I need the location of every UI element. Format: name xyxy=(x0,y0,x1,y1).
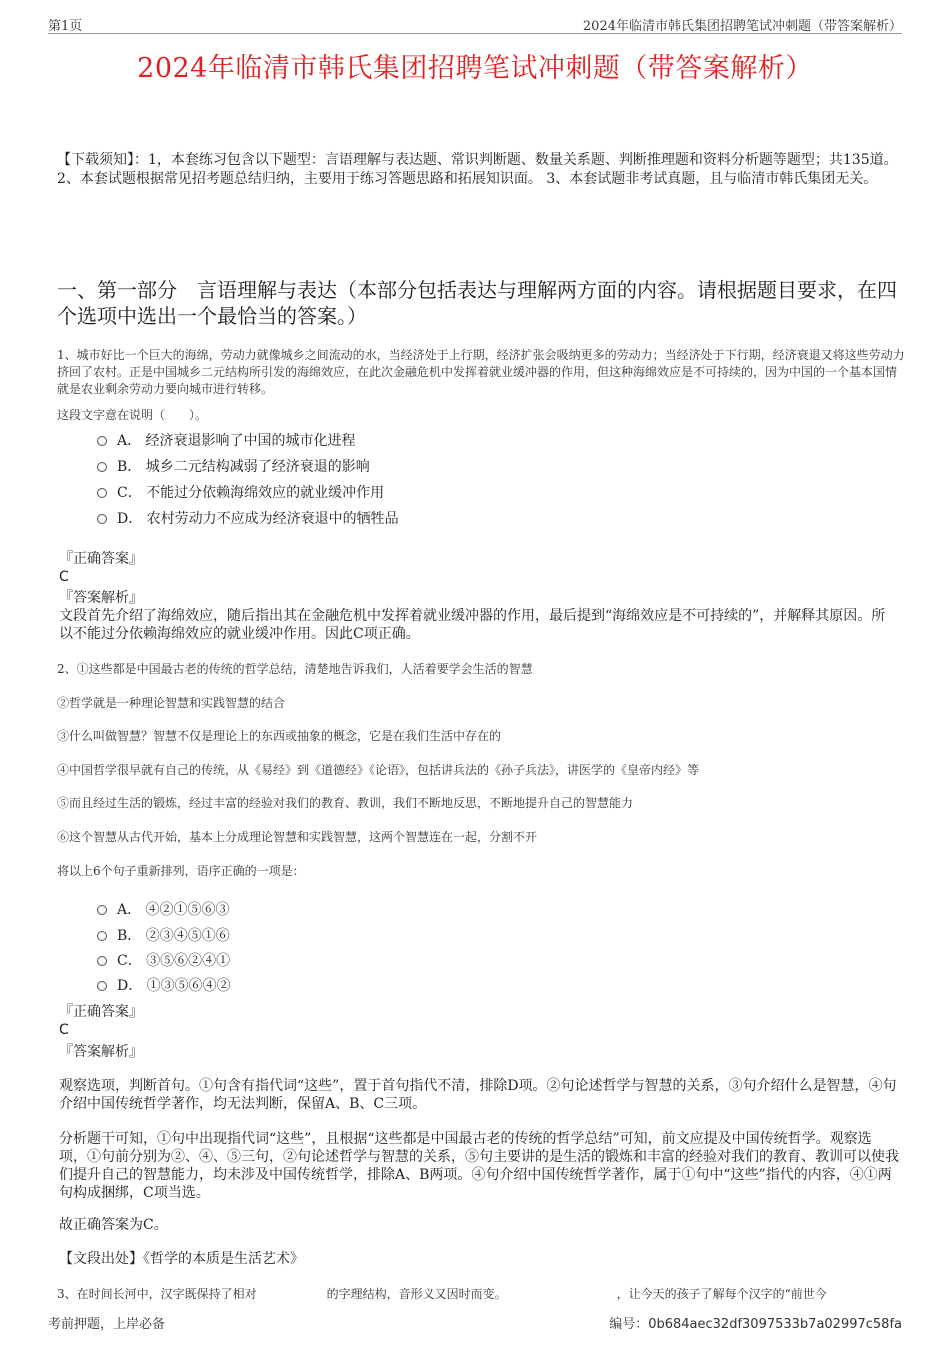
q2-line-3: ③什么叫做智慧？智慧不仅是理论上的东西或抽象的概念，它是在我们生活中存在的 xyxy=(57,729,502,743)
q2-analysis-para-2: 分析题干可知，①句中出现指代词“这些”，且根据“这些都是中国最古老的传统的哲学总结”可知，前文应提及中国传统哲学。观察选项，①句前分别为②、④、⑤三句，②句论述哲学与智慧的关系，⑤句主要讲的是生活的锻炼和丰富的经验对我们的教育、教训可以使我们提升自己的智慧能力，均未涉及中国传统哲学，排除A、B两项。④句介绍中国传统哲学著作，属于①句中“这些”指代的内容，④①两句构成捆绑，C项当选。 xyxy=(59,1131,899,1201)
q2-line-5: ⑤而且经过生活的锻炼，经过丰富的经验对我们的教育、教训，我们不断地反思，不断地提升自己的智慧能力 xyxy=(57,796,634,810)
section-heading: 一、第一部分 言语理解与表达（本部分包括表达与理解两方面的内容。请根据题目要求，在四个选项中选出一个最恰当的答案。） xyxy=(57,278,897,328)
q2-line-6: ⑥这个智慧从古代开始，基本上分成理论智慧和实践智慧，这两个智慧连在一起，分割不开 xyxy=(57,830,538,844)
q2-line-1: 2、①这些都是中国最古老的传统的哲学总结，清楚地告诉我们，人活着要学会生活的智慧 xyxy=(57,662,533,676)
q2-answer: C xyxy=(59,1022,69,1038)
q2-answer-label: 『正确答案』 xyxy=(59,1004,143,1020)
q2-source: 【文段出处】《哲学的本质是生活艺术》 xyxy=(59,1251,304,1267)
radio-icon[interactable] xyxy=(97,436,107,446)
q1-option-d[interactable]: D． 农村劳动力不应成为经济衰退中的牺牲品 xyxy=(97,508,399,528)
radio-icon[interactable] xyxy=(97,905,107,915)
q3-part-2: 的字理结构，音形义又因时而变。 xyxy=(326,1287,507,1301)
q2-analysis-para-3: 故正确答案为C。 xyxy=(59,1217,168,1233)
header-doc-title: 2024年临清市韩氏集团招聘笔试冲刺题（带答案解析） xyxy=(582,19,902,34)
page-number: 第1页 xyxy=(48,19,83,34)
q1-option-b[interactable]: B． 城乡二元结构减弱了经济衰退的影响 xyxy=(97,456,370,476)
footer-slogan: 考前押题，上岸必备 xyxy=(48,1317,166,1332)
q1-analysis: 文段首先介绍了海绵效应，随后指出其在金融危机中发挥着就业缓冲器的作用，最后提到“海绵效应是不可持续的”，并解释其原因。所以不能过分依赖海绵效应的就业缓冲作用。因此C项正确。 xyxy=(59,608,886,642)
q2-option-b[interactable]: B． ②③④⑤①⑥ xyxy=(97,925,230,945)
q2-option-d[interactable]: D． ①③⑤⑥④② xyxy=(97,975,231,995)
radio-icon[interactable] xyxy=(97,981,107,991)
q3-part-1: 3、在时间长河中，汉字既保持了相对 xyxy=(57,1287,257,1301)
q1-ask: 这段文字意在说明（ ）。 xyxy=(57,408,208,422)
q2-ask: 将以上6个句子重新排列，语序正确的一项是： xyxy=(57,864,305,878)
q2-option-c[interactable]: C． ③⑤⑥②④① xyxy=(97,950,230,970)
radio-icon[interactable] xyxy=(97,956,107,966)
page-title: 2024年临清市韩氏集团招聘笔试冲刺题（带答案解析） xyxy=(137,53,813,84)
q2-line-4: ④中国哲学很早就有自己的传统，从《易经》到《道德经》《论语》，包括讲兵法的《孙子兵法》，讲医学的《皇帝内经》等 xyxy=(57,763,700,777)
q1-option-a[interactable]: A． 经济衰退影响了中国的城市化进程 xyxy=(97,430,356,450)
q3-stem xyxy=(57,1286,907,1303)
q1-analysis-label: 『答案解析』 xyxy=(59,590,143,606)
download-notice: 【下载须知】：1，本套练习包含以下题型：言语理解与表达题、常识判断题、数量关系题、判断推理题和资料分析题等题型；共135道。 2、本套试题根据常见招考题总结归纳，主要用于练习答题思路和拓展知识面。 3、本套试题非考试真题，且与临清市韩氏集团无关。 xyxy=(57,152,898,187)
q1-answer-label: 『正确答案』 xyxy=(59,551,143,567)
page-header xyxy=(48,15,902,34)
q2-analysis-label: 『答案解析』 xyxy=(59,1044,143,1060)
radio-icon[interactable] xyxy=(97,488,107,498)
q2-line-2: ②哲学就是一种理论智慧和实践智慧的结合 xyxy=(57,696,286,710)
footer-code: 编号：0b684aec32df3097533b7a02997c58fa xyxy=(609,1317,902,1332)
radio-icon[interactable] xyxy=(97,931,107,941)
radio-icon[interactable] xyxy=(97,514,107,524)
q3-part-3: ，让今天的孩子了解每个汉字的“前世今 xyxy=(616,1287,827,1301)
q1-answer: C xyxy=(59,569,69,585)
q2-option-a[interactable]: A． ④②①⑤⑥③ xyxy=(97,899,230,919)
q1-stem: 1、城市好比一个巨大的海绵，劳动力就像城乡之间流动的水，当经济处于上行期，经济扩张会吸纳更多的劳动力；当经济处于下行期，经济衰退又将这些劳动力挤回了农村。正是中国城乡二元结构所引发的海绵效应，在此次金融危机中发挥着就业缓冲器的作用，但这种海绵效应是不可持续的，因为中国的一个基本国情就是农业剩余劳动力要向城市进行转移。 xyxy=(57,348,905,396)
radio-icon[interactable] xyxy=(97,462,107,472)
q1-option-c[interactable]: C． 不能过分依赖海绵效应的就业缓冲作用 xyxy=(97,482,384,502)
q2-analysis-para-1: 观察选项，判断首句。①句含有指代词“这些”，置于首句指代不清，排除D项。②句论述哲学与智慧的关系，③句介绍什么是智慧，④句介绍中国传统哲学著作，均无法判断，保留A、B、C三项。 xyxy=(59,1078,897,1112)
